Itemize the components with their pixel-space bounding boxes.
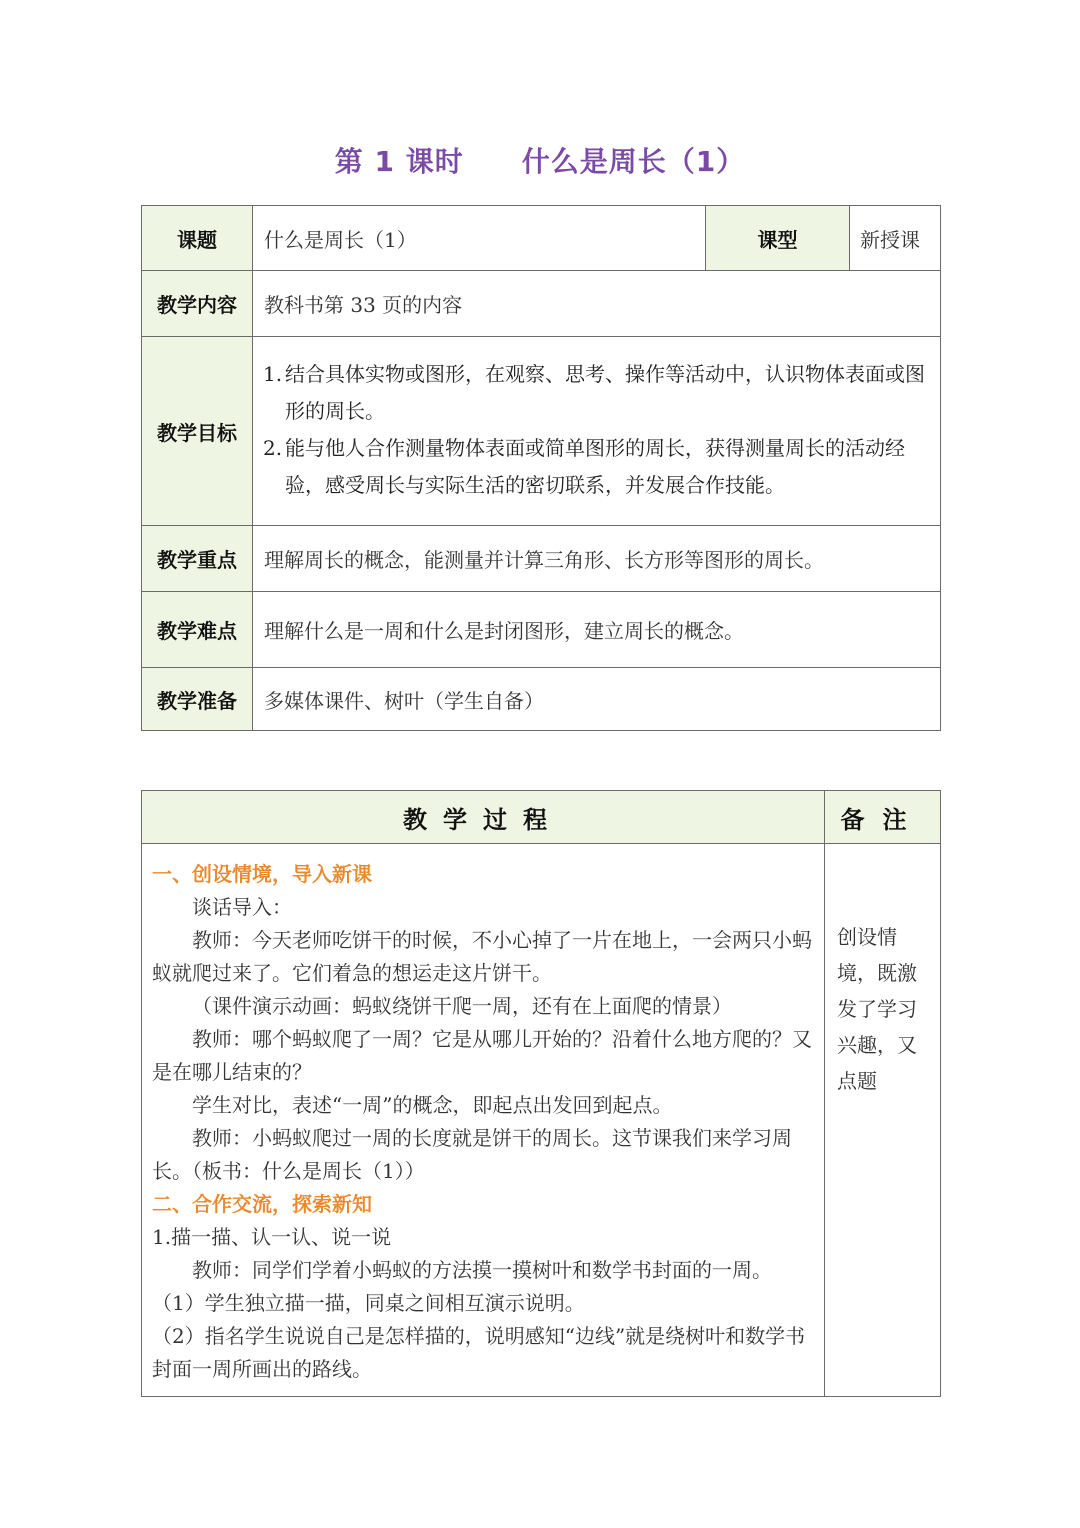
process-header-main: 教学过程 (142, 791, 825, 844)
list-item: （1）学生独立描一描，同桌之间相互演示说明。 (152, 1291, 585, 1315)
difficult-label: 教学难点 (142, 592, 253, 668)
row-preparation (142, 668, 941, 731)
list-item: （2）指名学生说说自己是怎样描的，说明感知“边线”就是绕树叶和数学书封面一周所画出的路线。 (152, 1324, 806, 1381)
goal-item: 1. 结合具体实物或图形，在观察、思考、操作等活动中，认识物体表面或图形的周长。 (263, 362, 925, 423)
process-note: 创设情境，既激发了学习兴趣，又点题 (825, 844, 941, 1397)
key-value: 理解周长的概念，能测量并计算三角形、长方形等图形的周长。 (253, 526, 941, 592)
row-content (142, 271, 941, 337)
paragraph: （课件演示动画：蚂蚁绕饼干爬一周，还有在上面爬的情景） (192, 994, 732, 1018)
section-heading: 一、创设情境，导入新课 (152, 862, 372, 886)
type-label: 课型 (706, 206, 850, 271)
lesson-info-table (141, 205, 941, 731)
lesson-topic: 什么是周长（1） (521, 145, 746, 178)
section-heading: 二、合作交流，探索新知 (152, 1192, 372, 1216)
sub-heading: 1.描一描、认一认、说一说 (152, 1225, 392, 1249)
paragraph: 学生对比，表述“一周”的概念，即起点出发回到起点。 (192, 1093, 673, 1117)
lesson-number: 第 1 课时 (334, 145, 464, 178)
goals-label: 教学目标 (142, 337, 253, 526)
prep-value: 多媒体课件、树叶（学生自备） (253, 668, 941, 731)
paragraph: 教师：今天老师吃饼干的时候，不小心掉了一片在地上，一会两只小蚂蚁就爬过来了。它们着急的想运走这片饼干。 (152, 928, 812, 985)
type-value: 新授课 (850, 206, 941, 271)
row-difficult-point (142, 592, 941, 668)
process-header-note: 备注 (825, 791, 941, 844)
row-goals (142, 337, 941, 526)
paragraph: 教师：哪个蚂蚁爬了一周？它是从哪儿开始的？沿着什么地方爬的？又是在哪儿结束的？ (152, 1027, 812, 1084)
row-subject (142, 206, 941, 271)
goal-item: 2. 能与他人合作测量物体表面或简单图形的周长，获得测量周长的活动经验，感受周长与实际生活的密切联系，并发展合作技能。 (263, 436, 905, 497)
row-key-point (142, 526, 941, 592)
paragraph: 教师：小蚂蚁爬过一周的长度就是饼干的周长。这节课我们来学习周长。（板书：什么是周长（1）） (152, 1126, 792, 1183)
goals-list (253, 337, 941, 526)
process-content (142, 844, 825, 1397)
subject-value: 什么是周长（1） (253, 206, 706, 271)
content-value: 教科书第 33 页的内容 (253, 271, 941, 337)
page-title (0, 140, 1080, 180)
teaching-process-table (141, 790, 941, 1397)
process-body (142, 844, 941, 1397)
prep-label: 教学准备 (142, 668, 253, 731)
content-label: 教学内容 (142, 271, 253, 337)
difficult-value: 理解什么是一周和什么是封闭图形，建立周长的概念。 (253, 592, 941, 668)
process-header (142, 791, 941, 844)
paragraph: 谈话导入： (192, 895, 292, 919)
key-label: 教学重点 (142, 526, 253, 592)
subject-label: 课题 (142, 206, 253, 271)
paragraph: 教师：同学们学着小蚂蚁的方法摸一摸树叶和数学书封面的一周。 (192, 1258, 772, 1282)
